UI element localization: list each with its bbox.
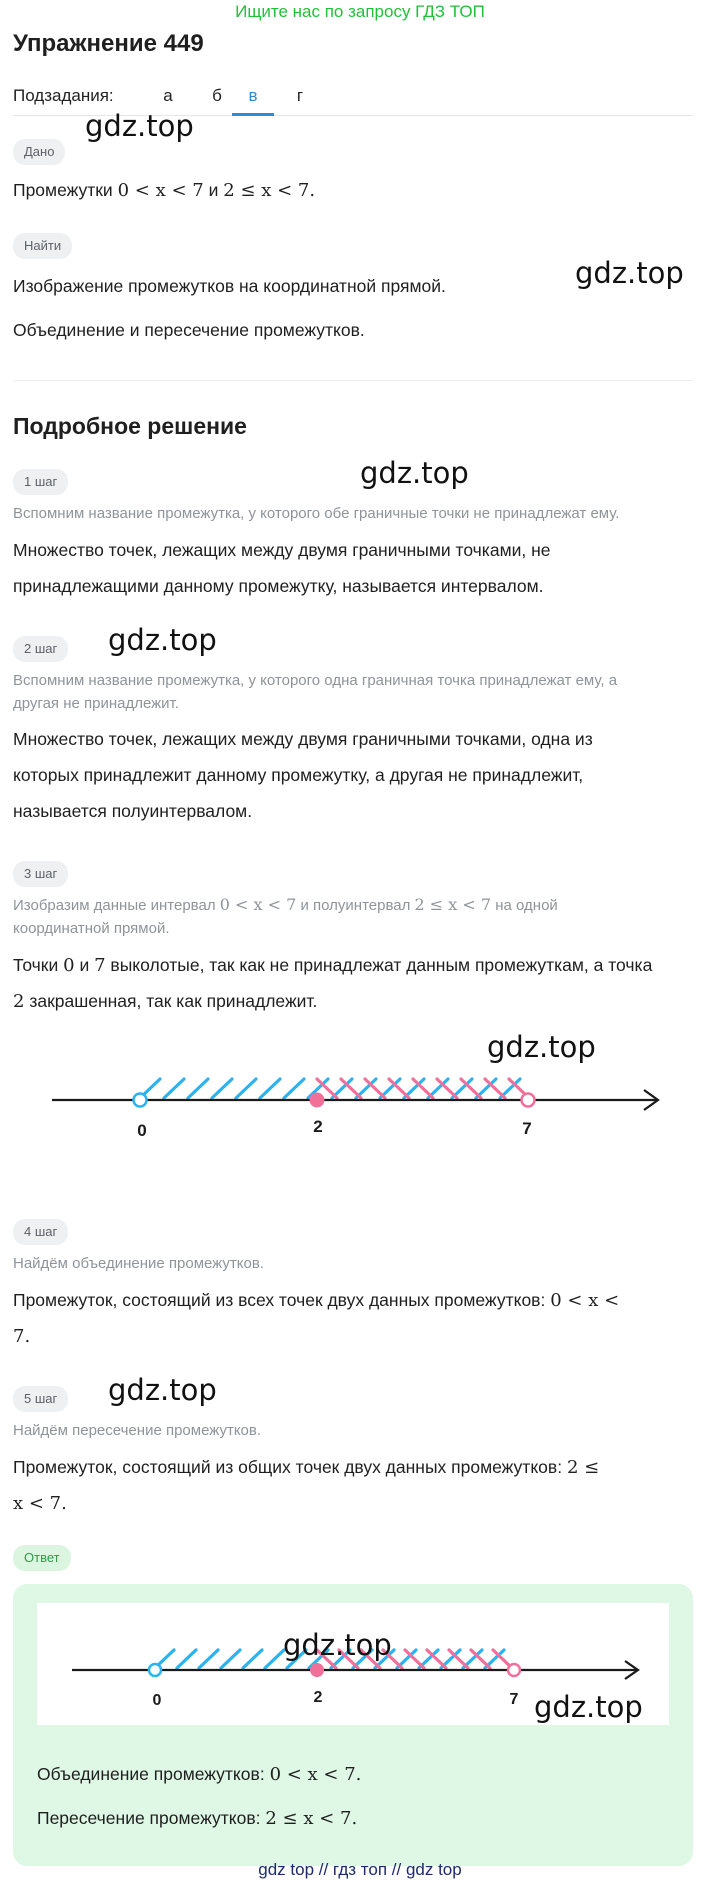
tab-subtask-v[interactable]: в: [232, 86, 274, 116]
step3-l1-a: Точки: [13, 955, 59, 975]
point-7-open: [508, 1664, 520, 1676]
step2-hint-2: другая не принадлежит.: [13, 695, 179, 712]
step4-expr-2: 7.: [13, 1326, 31, 1347]
watermark: gdz.top: [360, 456, 469, 490]
hatch-stroke: [260, 1079, 280, 1098]
step5-hint: Найдём пересечение промежутков.: [13, 1422, 262, 1439]
tab-subtask-b[interactable]: б: [212, 86, 222, 105]
watermark: gdz.top: [575, 256, 684, 290]
given-expr2: 2 ≤ x < 7.: [223, 180, 316, 201]
divider: [13, 380, 693, 381]
find-line-2: Объединение и пересечение промежутков.: [13, 320, 365, 340]
step4-pill: 4 шаг: [13, 1219, 68, 1245]
step4-line-1: [13, 1282, 703, 1319]
point-7-open: [522, 1094, 535, 1107]
point-0-open: [134, 1094, 147, 1107]
step5-expr-1: 2 ≤: [566, 1457, 600, 1478]
number-line-diagram: [40, 1060, 680, 1160]
step2-hint-1: Вспомним название промежутка, у которого одна граничная точка принадлежат ему, а: [13, 672, 618, 689]
step5-expr-2: x < 7.: [13, 1493, 67, 1514]
given-prefix: Промежутки: [13, 180, 113, 200]
step1-line-1: Множество точек, лежащих между двумя граничными точками, не: [13, 540, 551, 560]
hatch-stroke: [164, 1079, 184, 1098]
answer-intersection-label: Пересечение промежутков:: [37, 1808, 261, 1828]
step4-line-2: [13, 1318, 30, 1355]
step5-line-text: Промежуток, состоящий из общих точек двух данных промежутков:: [13, 1457, 563, 1477]
step3-hint-b: и полуинтервал: [300, 897, 411, 914]
point-2-filled: [311, 1094, 324, 1107]
step3-hint-c: на одной: [495, 897, 558, 914]
answer-pill: Ответ: [13, 1545, 71, 1571]
step1-pill-wrap: [13, 469, 68, 495]
step5-line-1: [13, 1449, 703, 1486]
hatch-stroke: [212, 1079, 232, 1098]
label-7: 7: [509, 1691, 519, 1708]
step3-l1-c: выколотые, так как не принадлежат данным промежуткам, а точка: [110, 955, 653, 975]
point-2-filled: [311, 1664, 323, 1676]
hatch-stroke: [243, 1650, 262, 1668]
step3-hint-m1: 0 < x < 7: [219, 895, 297, 914]
footer-links[interactable]: gdz top // гдз топ // gdz top: [258, 1860, 462, 1879]
step2-pill: 2 шаг: [13, 636, 68, 662]
step3-hint-2: координатной прямой.: [13, 920, 170, 937]
find-pill: Найти: [13, 233, 72, 259]
label-2: 2: [313, 1689, 323, 1706]
step4-hint: Найдём объединение промежутков.: [13, 1255, 264, 1272]
hatch-stroke: [284, 1079, 304, 1098]
step3-l1-b: и: [79, 955, 90, 975]
step2-line-1: Множество точек, лежащих между двумя граничными точками, одна из: [13, 729, 593, 749]
watermark: gdz.top: [534, 1690, 643, 1724]
find-pill-wrap: [13, 233, 72, 259]
label-0: 0: [137, 1121, 147, 1140]
step1-line-2: принадлежащими данному промежутку, называется интервалом.: [13, 576, 544, 596]
step3-l1-m1: 0: [63, 955, 75, 976]
hatch-stroke: [265, 1650, 284, 1668]
hatch-stroke: [236, 1079, 256, 1098]
step4-expr-1: 0 < x <: [550, 1290, 620, 1311]
label-0: 0: [152, 1692, 162, 1709]
given-pill-wrap: [13, 139, 65, 165]
step3-hint-a: Изобразим данные интервал: [13, 897, 216, 914]
find-line-1: Изображение промежутков на координатной прямой.: [13, 276, 446, 296]
hatch-stroke: [221, 1650, 240, 1668]
step3-hint-m2: 2 ≤ x < 7: [414, 895, 492, 914]
tab-subtask-g[interactable]: г: [296, 86, 304, 105]
step3-l2-m: 2: [13, 991, 25, 1012]
hatch-stroke: [177, 1650, 196, 1668]
step4-pill-wrap: [13, 1219, 68, 1245]
watermark: gdz.top: [487, 1030, 596, 1064]
point-0-open: [149, 1664, 161, 1676]
answer-union: [37, 1756, 361, 1793]
watermark: gdz.top: [85, 109, 194, 143]
top-search-link[interactable]: Ищите нас по запросу ГДЗ ТОП: [235, 2, 485, 21]
step3-l2-c: закрашенная, так как принадлежит.: [29, 991, 318, 1011]
page-title: Упражнение 449: [13, 30, 204, 57]
given-text: [13, 172, 315, 209]
label-2: 2: [313, 1117, 323, 1136]
step2-line-2: которых принадлежит данному промежутку, а другая не принадлежит,: [13, 765, 584, 785]
answer-union-expr: 0 < x < 7.: [269, 1764, 362, 1785]
step1-pill: 1 шаг: [13, 469, 68, 495]
solution-title: Подробное решение: [13, 413, 247, 439]
step5-pill-wrap: [13, 1386, 68, 1412]
watermark: gdz.top: [108, 623, 217, 657]
tab-subtask-a[interactable]: а: [163, 86, 173, 105]
answer-intersection-expr: 2 ≤ x < 7.: [265, 1808, 358, 1829]
given-expr1: 0 < x < 7: [117, 180, 204, 201]
step2-pill-wrap: [13, 636, 68, 662]
hatch-stroke: [188, 1079, 208, 1098]
step3-line-1: [13, 947, 652, 984]
step5-pill: 5 шаг: [13, 1386, 68, 1412]
step5-line-2: [13, 1485, 67, 1522]
subtasks-label: Подзадания:: [13, 86, 114, 105]
step3-pill: 3 шаг: [13, 861, 68, 887]
given-and: и: [208, 180, 219, 200]
step3-hint-1: [13, 893, 558, 918]
step3-pill-wrap: [13, 861, 68, 887]
step2-line-3: называется полуинтервалом.: [13, 801, 253, 821]
step4-line-text: Промежуток, состоящий из всех точек двух данных промежутков:: [13, 1290, 546, 1310]
given-pill: Дано: [13, 139, 65, 165]
watermark: gdz.top: [283, 1628, 392, 1662]
answer-pill-wrap: [13, 1545, 71, 1571]
step1-hint: Вспомним название промежутка, у которого обе граничные точки не принадлежат ему.: [13, 505, 620, 522]
step3-l1-m2: 7: [94, 955, 106, 976]
step3-line-2: [13, 983, 317, 1020]
hatch-stroke: [199, 1650, 218, 1668]
answer-intersection: [37, 1800, 357, 1837]
label-7: 7: [522, 1119, 532, 1138]
answer-union-label: Объединение промежутков:: [37, 1764, 265, 1784]
watermark: gdz.top: [108, 1373, 217, 1407]
